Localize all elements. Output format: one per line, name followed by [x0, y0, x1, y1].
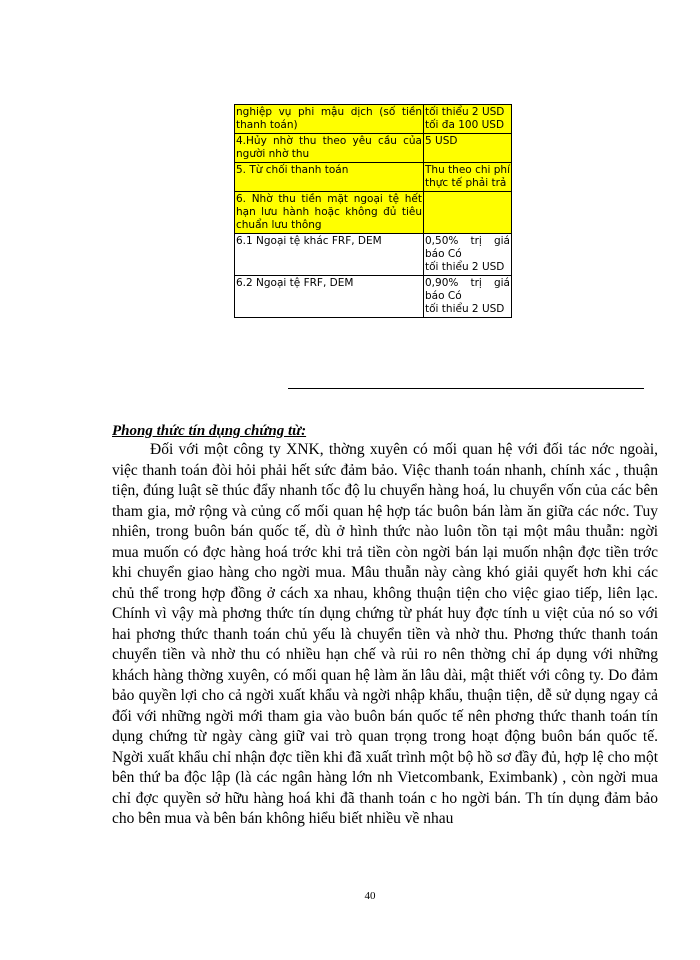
fee-cell [424, 105, 512, 134]
service-cell: 6. Nhờ thu tiền mặt ngoại tệ hết hạn lưu hành hoặc không đủ tiêu chuẩn lưu thông [235, 192, 424, 234]
service-cell: nghiệp vụ phi mậu dịch (số tiền thanh toán) [235, 105, 424, 134]
table-row [235, 105, 512, 134]
service-cell: 6.2 Ngoại tệ FRF, DEM [235, 276, 424, 318]
fee-table [234, 104, 512, 318]
table-row [235, 163, 512, 192]
separator-rule [288, 388, 644, 389]
fee-cell [424, 134, 512, 163]
fee-line: 0,90% trị giá báo Có [425, 277, 510, 302]
table-row [235, 276, 512, 318]
service-cell: 4.Hủy nhờ thu theo yêu cầu của người nhờ thu [235, 134, 424, 163]
service-cell: 5. Từ chối thanh toán [235, 163, 424, 192]
fee-cell [424, 163, 512, 192]
table-row [235, 134, 512, 163]
fee-line: 5 USD [425, 135, 458, 147]
page-number: 40 [364, 890, 376, 902]
section-body: Đối với một công ty XNK, thờng xuyên có mối quan hệ với đối tác nớc ngoài, việc thanh toán đòi hỏi phải hết sức đảm bảo. Việc thanh toán nhanh, chính xác , thuận tiện, đúng luật sẽ thúc đẩy nhanh tốc độ lu chuyển hàng hoá, lu chuyển vốn của các bên tham gia, mở rộng và củng cố mối quan hệ hợp tác buôn bán làm ăn giữa các nớc. Tuy nhiên, trong buôn bán quốc tế, dù ở hình thức nào luôn tồn tại một mâu thuẫn: ngời mua muốn có đợc hàng hoá trớc khi trả tiền còn ngời bán lại muốn nhận đợc tiền trớc khi chuyển giao hàng cho ngời mua. Mâu thuẫn này càng khó giải quyết hơn khi các chủ thể trong hợp đồng ở cách xa nhau, không thuận tiện cho việc giao tiếp, liên lạc. Chính vì vậy mà phơng thức tín dụng chứng từ phát huy đợc tính u việt của nó so với hai phơng thức thanh toán chủ yếu là chuyển tiền và nhờ thu. Phơng thức thanh toán chuyển tiền và nhờ thu có nhiều hạn chế và rủi ro nên thờng chỉ áp dụng với những khách hàng thờng xuyên, có mối quan hệ làm ăn lâu dài, mật thiết với công ty. Do đảm bảo quyền lợi cho cả ngời xuất khẩu và ngời nhập khẩu, thuận tiện, dễ sử dụng ngay cả đối với những ngời mới tham gia vào buôn bán quốc tế nên phơng thức thanh toán tín dụng chứng từ ngày càng giữ vai trò quan trọng trong hoạt động buôn bán quốc tế. Ngời xuất khẩu chỉ nhận đợc tiền khi đã xuất trình một bộ hồ sơ đầy đủ, hợp lệ cho một bên thứ ba độc lập (là các ngân hàng lớn nh Vietcombank, Eximbank) , còn ngời mua chỉ đợc quyền sở hữu hàng hoá khi đã thanh toán c ho ngời bán. Th tín dụng đảm bảo cho bên mua và bên bán không hiểu biết nhiều về nhau [112, 441, 658, 827]
fee-line: tối thiểu 2 USD [425, 261, 505, 273]
table-row [235, 234, 512, 276]
fee-line: 0,50% trị giá báo Có [425, 235, 510, 260]
fee-table-body [235, 105, 512, 318]
section-heading: Phong thức tín dụng chứng từ: [112, 423, 307, 439]
fee-cell [424, 276, 512, 318]
fee-line: tối thiểu 2 USD [425, 303, 505, 315]
fee-line: Thu theo chi phí thực tế phải trả [425, 164, 510, 189]
fee-cell [424, 234, 512, 276]
fee-cell [424, 192, 512, 234]
table-row [235, 192, 512, 234]
service-cell: 6.1 Ngoại tệ khác FRF, DEM [235, 234, 424, 276]
fee-line: tối thiểu 2 USD [425, 106, 505, 118]
fee-line: tối đa 100 USD [425, 119, 505, 131]
